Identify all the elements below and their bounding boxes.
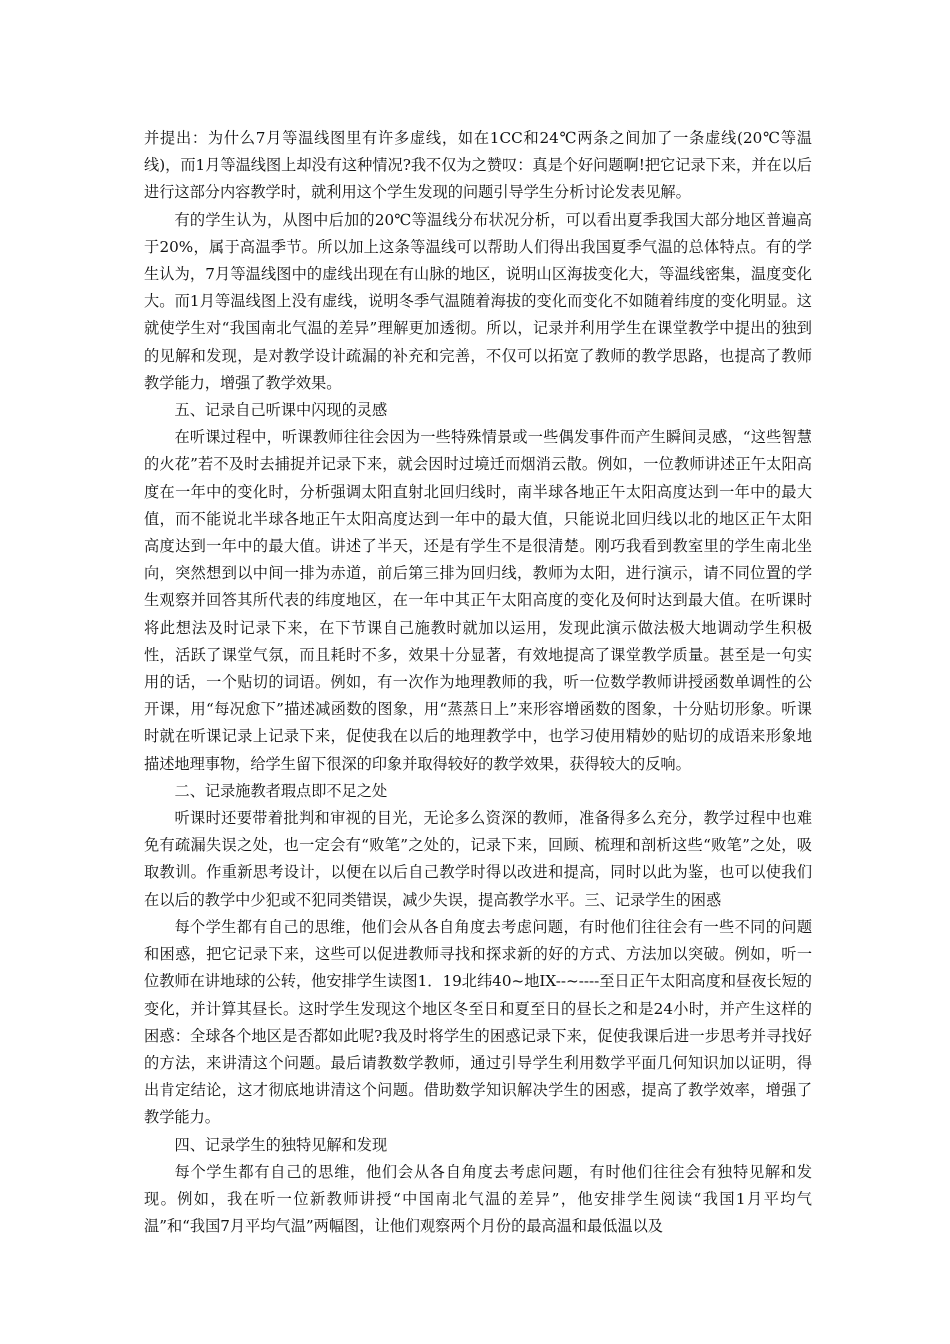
section-heading-shortcomings: 二、记录施教者瑕点即不足之处 [174, 781, 388, 800]
section-heading-inspiration: 五、记录自己听课中闪现的灵感 [174, 401, 388, 420]
section-heading-unique-insights: 四、记录学生的独特见解和发现 [174, 1135, 388, 1154]
paragraph-continuation: 并提出：为什么7月等温线图里有许多虚线，如在1CC和24℃两条之间加了一条虚线(20℃等温线)，而1月等温线图上却没有这种情况?我不仅为之赞叹：真是个好问题啊!把它记录下来，并在以后进行这部分内容教学时，就利用这个学生发现的问题引导学生分析讨论发表见解。 [144, 129, 812, 202]
paragraph-student-views: 有的学生认为，从图中后加的20℃等温线分布状况分析，可以看出夏季我国大部分地区普遍高于20%，属于高温季节。所以加上这条等温线可以帮助人们得出我国夏季气温的总体特点。有的学生认为，7月等温线图中的虚线出现在有山脉的地区，说明山区海拔变化大，等温线密集，温度变化大。而1月等温线图上没有虚线，说明冬季气温随着海拔的变化而变化不如随着纬度的变化明显。这就使学生对“我国南北气温的差异”理解更加透彻。所以，记录并利用学生在课堂教学中提出的独到的见解和发现，是对教学设计疏漏的补充和完善，不仅可以拓宽了教师的教学思路，也提高了教师教学能力，增强了教学效果。 [144, 210, 812, 392]
paragraph-unique-insights: 每个学生都有自己的思维，他们会从各自角度去考虑问题，有时他们往往会有独特见解和发现。例如，我在听一位新教师讲授“中国南北气温的差异”，他安排学生阅读“我国1月平均气温”和“我国7月平均气温”两幅图，让他们观察两个月份的最高温和最低温以及 [144, 1162, 812, 1236]
paragraph-inspiration: 在听课过程中，听课教师往往会因为一些特殊情景或一些偶发事件而产生瞬间灵感，“这些智慧的火花”若不及时去捕捉并记录下来，就会因时过境迁而烟消云散。例如，一位教师讲述正午太阳高度在一年中的变化时，分析强调太阳直射北回归线时，南半球各地正午太阳高度达到一年中的最大值，而不能说北半球各地正午太阳高度达到一年中的最大值，只能说北回归线以北的地区正午太阳高度达到一年中的最大值。讲述了半天，还是有学生不是很清楚。刚巧我看到教室里的学生南北坐向，突然想到以中间一排为赤道，前后第三排为回归线，教师为太阳，进行演示，请不同位置的学生观察并回答其所代表的纬度地区，在一年中其正午太阳高度的变化及何时达到最大值。在听课时将此想法及时记录下来，在下节课自己施教时就加以运用，发现此演示做法极大地调动学生积极性，活跃了课堂气氛，而且耗时不多，效果十分显著，有效地提高了课堂教学质量。甚至是一句实用的话，一个贴切的词语。例如，有一次作为地理教师的我，听一位数学教师讲授函数单调性的公开课，用“每况愈下”描述减函数的图象，用“蒸蒸日上”来形容增函数的图象，十分贴切形象。听课时就在听课记录上记录下来，促使我在以后的地理教学中，也学习使用精妙的贴切的成语来形象地描述地理事物，给学生留下很深的印象并取得较好的教学效果，获得较大的反响。 [144, 428, 812, 773]
paragraph-student-confusion: 每个学生都有自己的思维，他们会从各自角度去考虑问题，有时他们往往会有一些不同的问题和困惑，把它记录下来，这些可以促进教师寻找和探求新的好的方式、方法加以突破。例如，听一位教师在讲地球的公转，他安排学生读图1．19北纬40~地IX--~----至日正午太阳高度和昼夜长短的变化，并计算其昼长。这时学生发现这个地区冬至日和夏至日的昼长之和是24小时，并产生这样的困惑：全球各个地区是否都如此呢?我及时将学生的困惑记录下来，促使我课后进一步思考并寻找好的方法，来讲清这个问题。最后请教数学教师，通过引导学生利用数学平面几何知识加以证明，得出肯定结论，这才彻底地讲清这个问题。借助数学知识解决学生的困惑，提高了教学效率，增强了教学能力。 [144, 917, 812, 1127]
paragraph-shortcomings: 听课时还要带着批判和审视的目光，无论多么资深的教师，准备得多么充分，教学过程中也难免有疏漏失误之处，也一定会有“败笔”之处的，记录下来，回顾、梳理和剖析这些“败笔”之处，吸取教训。作重新思考设计，以便在以后自己教学时得以改进和提高，同时以此为鉴，也可以使我们在以后的教学中少犯或不犯同类错误，减少失误，提高教学水平。三、记录学生的困惑 [144, 809, 812, 909]
document-page [144, 125, 812, 1240]
